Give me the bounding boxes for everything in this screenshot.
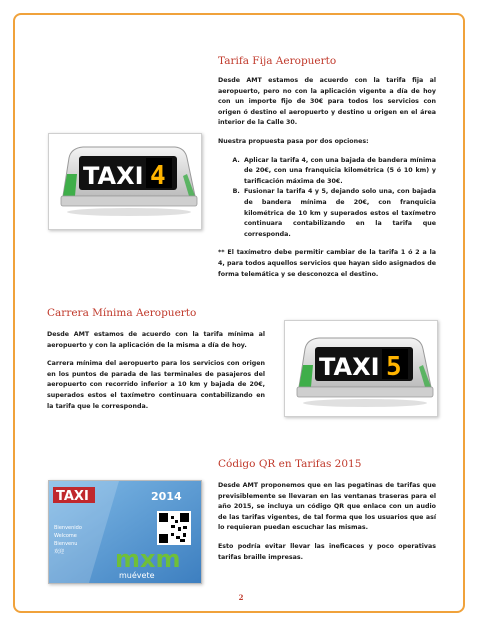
svg-text:欢迎: 欢迎 (54, 549, 65, 555)
tariff-sticker-image (48, 480, 202, 584)
svg-text:TAXI: TAXI (319, 353, 380, 381)
tarifa-fija-options (218, 156, 436, 241)
tarifa-fija-note: ** El taxímetro debe permitir cambiar de la tarifa 1 ó 2 a la 4, para todos aquellos servicios que hayan sido asignados de forma telemática y se desconozca el destino. (218, 249, 436, 278)
carrera-minima-body (47, 330, 265, 420)
codigo-qr-body (218, 481, 436, 571)
page-number: 2 (238, 593, 244, 602)
svg-text:2014: 2014 (151, 490, 182, 503)
taxi-sign-image-1 (48, 133, 202, 230)
heading-tarifa-fija: Tarifa Fija Aeropuerto (218, 55, 337, 67)
option-a: A. Aplicar la tarifa 4, con una bajada de bandera mínima de 20€, con una franquicia kilométrica (5 ó 10 km) y tarificación máxima de 30€. (242, 156, 436, 188)
taxi-sign-4-icon (49, 134, 201, 229)
svg-text:5: 5 (386, 352, 402, 382)
svg-text:mxm: mxm (115, 545, 181, 573)
carrera-minima-para2: Carrera mínima del aeropuerto para los servicios con origen en los puntos de parada de las terminales de pasajeros del aeropuerto con recorrido inferior a 10 km y bajada de 20€, superados estos el taxímetro continuara contabilizando en la tarifa que le corresponda. (47, 360, 265, 410)
svg-text:TAXI: TAXI (56, 489, 89, 504)
svg-text:Bienvenido: Bienvenido (54, 525, 82, 531)
svg-text:4: 4 (150, 161, 166, 191)
heading-codigo-qr: Código QR en Tarifas 2015 (218, 458, 362, 470)
heading-carrera-minima: Carrera Mínima Aeropuerto (47, 307, 197, 319)
svg-text:TAXI: TAXI (83, 162, 144, 190)
svg-text:Bienvenu: Bienvenu (54, 541, 78, 547)
tarifa-fija-para1: Desde AMT estamos de acuerdo con la tarifa fija al aeropuerto, pero no con la aplicación vigente a día de hoy con un importe fijo de 30€ para todos los servicios con origen ó destino el aeropuerto y destino u origen en el área interior de la Calle 30. (218, 77, 436, 127)
svg-text:muévete: muévete (119, 571, 155, 580)
tarifa-fija-para2: Nuestra propuesta pasa por dos opciones: (218, 137, 369, 145)
svg-text:Welcome: Welcome (54, 533, 77, 539)
codigo-qr-para2: Esto podría evitar llevar las ineficaces y poco operativas tarifas braille impresas. (218, 542, 436, 561)
codigo-qr-para1: Desde AMT proponemos que en las pegatinas de tarifas que previsiblemente se llevaran en las ventanas traseras para el año 2015, se incluya un código QR que enlace con un audio de las tarifas vigentes, de tal forma que los usuarios que así lo requieran puedan escuchar las mismas. (218, 482, 436, 532)
carrera-minima-para1: Desde AMT estamos de acuerdo con la tarifa mínima al aeropuerto y con la aplicación de la misma a día de hoy. (47, 331, 265, 349)
option-b: B. Fusionar la tarifa 4 y 5, dejando solo una, con bajada de bandera mínima de 20€, con franquicia kilométrica de 10 km y superados estos el taxímetro continuara contabilizando en la tarifa que corresponda. (242, 187, 436, 240)
tariff-sticker-icon (49, 481, 201, 583)
taxi-sign-5-icon (285, 321, 437, 416)
taxi-sign-image-2 (284, 320, 438, 417)
tarifa-fija-body (218, 76, 436, 288)
